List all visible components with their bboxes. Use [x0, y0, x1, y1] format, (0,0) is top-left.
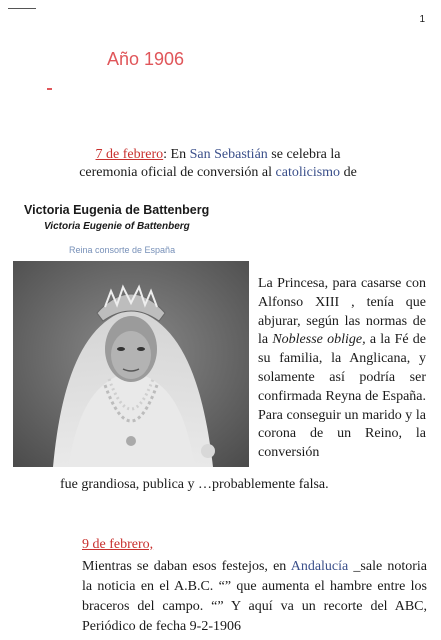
- page-number: 1: [419, 14, 425, 25]
- intro-text-3: de: [340, 165, 357, 180]
- paragraph-2-text-2: _sale notoria la noticia en el A.B.C. “” que aumenta el hambre entre los braceros del campo. “” Y aquí va un recorte del ABC, Periódico de fecha 9-2-1906: [82, 559, 427, 634]
- intro-paragraph: [40, 146, 396, 182]
- intro-text-1: se celebra la: [267, 147, 341, 162]
- person-name-english: Victoria Eugenie of Battenberg: [44, 221, 190, 232]
- portrait-photo: [13, 261, 249, 467]
- red-dash-mark: [47, 88, 52, 90]
- paragraph-1: [258, 275, 426, 463]
- paragraph-1-part-1: La Princesa, para casarse con Alfonso XIII , tenía que abjurar, según las normas de la: [258, 276, 426, 348]
- place-andalucia: Andalucía: [290, 559, 349, 574]
- paragraph-1-last-line: fue grandiosa, publica y …probablemente falsa.: [60, 477, 329, 492]
- religion-catolicismo: catolicismo: [275, 165, 341, 180]
- date-feb-9: 9 de febrero,: [82, 537, 154, 552]
- paragraph-1-part-2: a la Fé de su familia, la Anglicana, y solamente así podría ser confirmada Reyna de España. Para conseguir un marido y la corona de un Reino, la conversión: [258, 332, 426, 461]
- paragraph-2: [82, 557, 427, 637]
- intro-colon: : En: [163, 147, 190, 162]
- person-name: Victoria Eugenia de Battenberg: [24, 203, 210, 217]
- person-title: Reina consorte de España: [69, 245, 176, 255]
- date-feb-7: 7 de febrero: [95, 147, 164, 162]
- paragraph-2-text-1: Mientras se daban esos festejos, en: [82, 559, 291, 574]
- place-san-sebastian: San Sebastián: [189, 147, 268, 162]
- intro-text-2: ceremonia oficial de conversión al: [79, 165, 276, 180]
- top-rule: [8, 8, 36, 9]
- year-heading: Año 1906: [107, 49, 185, 69]
- paragraph-1-italic: Noblesse oblige,: [272, 332, 366, 348]
